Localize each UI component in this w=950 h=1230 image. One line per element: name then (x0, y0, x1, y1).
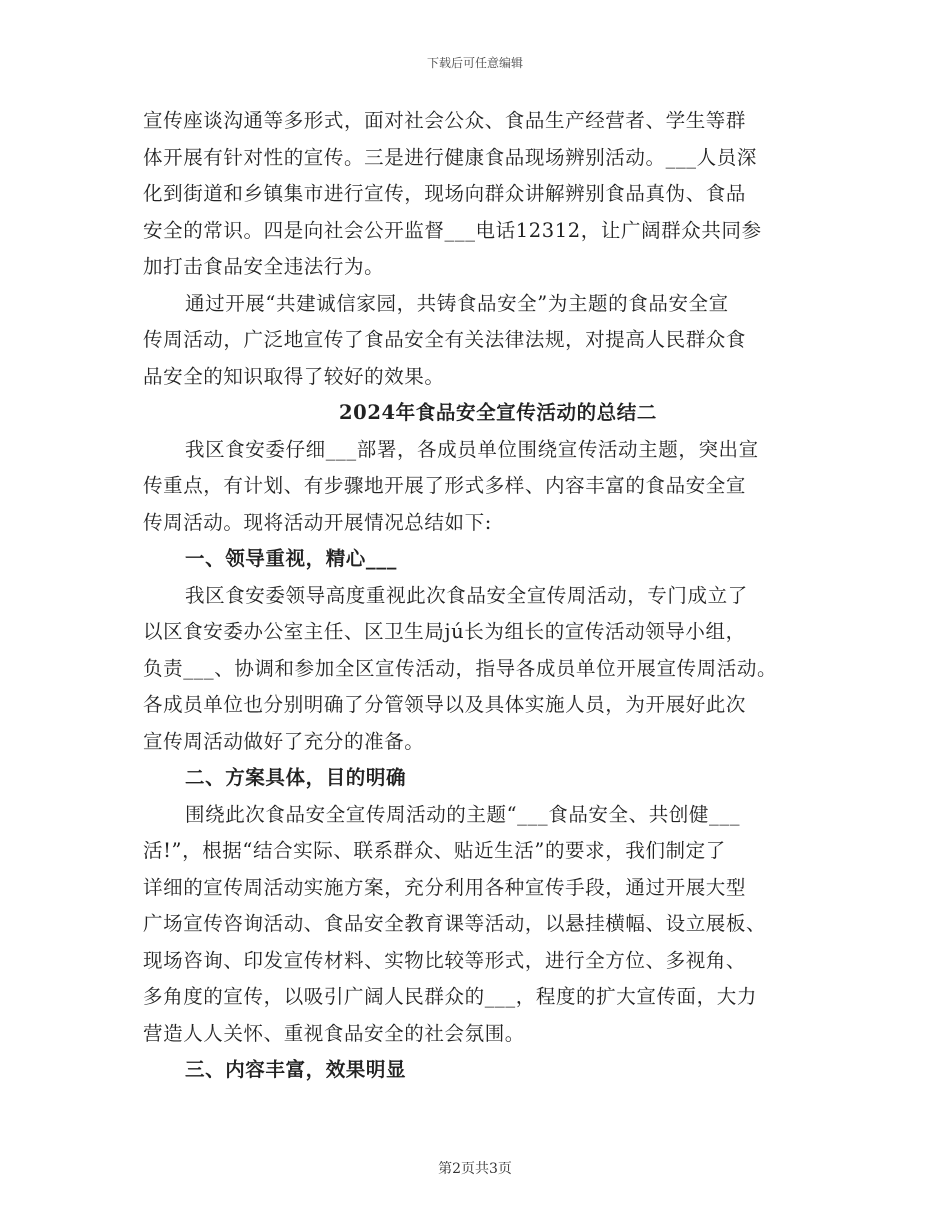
text-line: 化到街道和乡镇集市进行宣传，现场向群众讲解辨别食品真伪、食品 (143, 182, 747, 205)
text-line: 品安全的知识取得了较好的效果。 (143, 364, 445, 388)
section-title: 2024年食品安全宣传活动的总结二 (339, 401, 657, 424)
text-line: 各成员单位也分别明确了分管领导以及具体实施人员，为开展好此次 (143, 693, 747, 716)
text-line: 加打击食品安全违法行为。 (143, 255, 385, 278)
text-line: 以区食安委办公室主任、区卫生局jú长为组长的宣传活动领导小组， (143, 620, 746, 643)
page-footer: 第2页共3页 (438, 1161, 512, 1177)
text-line: 宣传周活动做好了充分的准备。 (143, 729, 425, 753)
text-line: 传周活动。现将活动开展情况总结如下: (143, 510, 492, 534)
text-line: 广场宣传咨询活动、食品安全教育课等活动，以悬挂横幅、设立展板、 (143, 912, 767, 935)
heading-2: 二、方案具体，目的明确 (185, 766, 407, 789)
text-line: 现场咨询、印发宣传材料、实物比较等形式，进行全方位、多视角、 (143, 948, 747, 972)
text-line: 负责___、协调和参加全区宣传活动，指导各成员单位开展宣传周活动。 (143, 656, 778, 680)
text-line: 安全的常识。四是向社会公开监督___电话12312，让广阔群众共同参 (143, 218, 762, 242)
text-line: 围绕此次食品安全宣传周活动的主题“___食品安全、共创健___ (185, 802, 741, 826)
text-line: 活!”，根据“结合实际、联系群众、贴近生活”的要求，我们制定了 (143, 839, 726, 862)
text-line: 详细的宣传周活动实施方案，充分利用各种宣传手段，通过开展大型 (143, 875, 747, 899)
text-line: 通过开展“共建诚信家园，共铸食品安全”为主题的食品安全宣 (185, 291, 729, 315)
text-line: 我区食安委仔细___部署，各成员单位围绕宣传活动主题，突出宣 (185, 437, 759, 461)
text-line: 传重点，有计划、有步骤地开展了形式多样、内容丰富的食品安全宣 (143, 474, 747, 497)
text-line: 宣传座谈沟通等多形式，面对社会公众、食品生产经营者、学生等群 (143, 109, 747, 132)
document-body (143, 103, 823, 1089)
page-header: 下载后可任意编辑 (426, 56, 523, 70)
text-line: 我区食安委领导高度重视此次食品安全宣传周活动，专门成立了 (185, 583, 748, 607)
text-line: 营造人人关怀、重视食品安全的社会氛围。 (143, 1021, 525, 1045)
text-line: 体开展有针对性的宣传。三是进行健康食品现场辨别活动。___人员深 (143, 145, 757, 169)
heading-1: 一、领导重视，精心___ (185, 547, 397, 570)
text-line: 传周活动，广泛地宣传了食品安全有关法律法规，对提高人民群众食 (143, 328, 747, 351)
heading-3: 三、内容丰富，效果明显 (185, 1058, 407, 1081)
text-line: 多角度的宣传，以吸引广阔人民群众的___，程度的扩大宣传面，大力 (143, 985, 757, 1008)
